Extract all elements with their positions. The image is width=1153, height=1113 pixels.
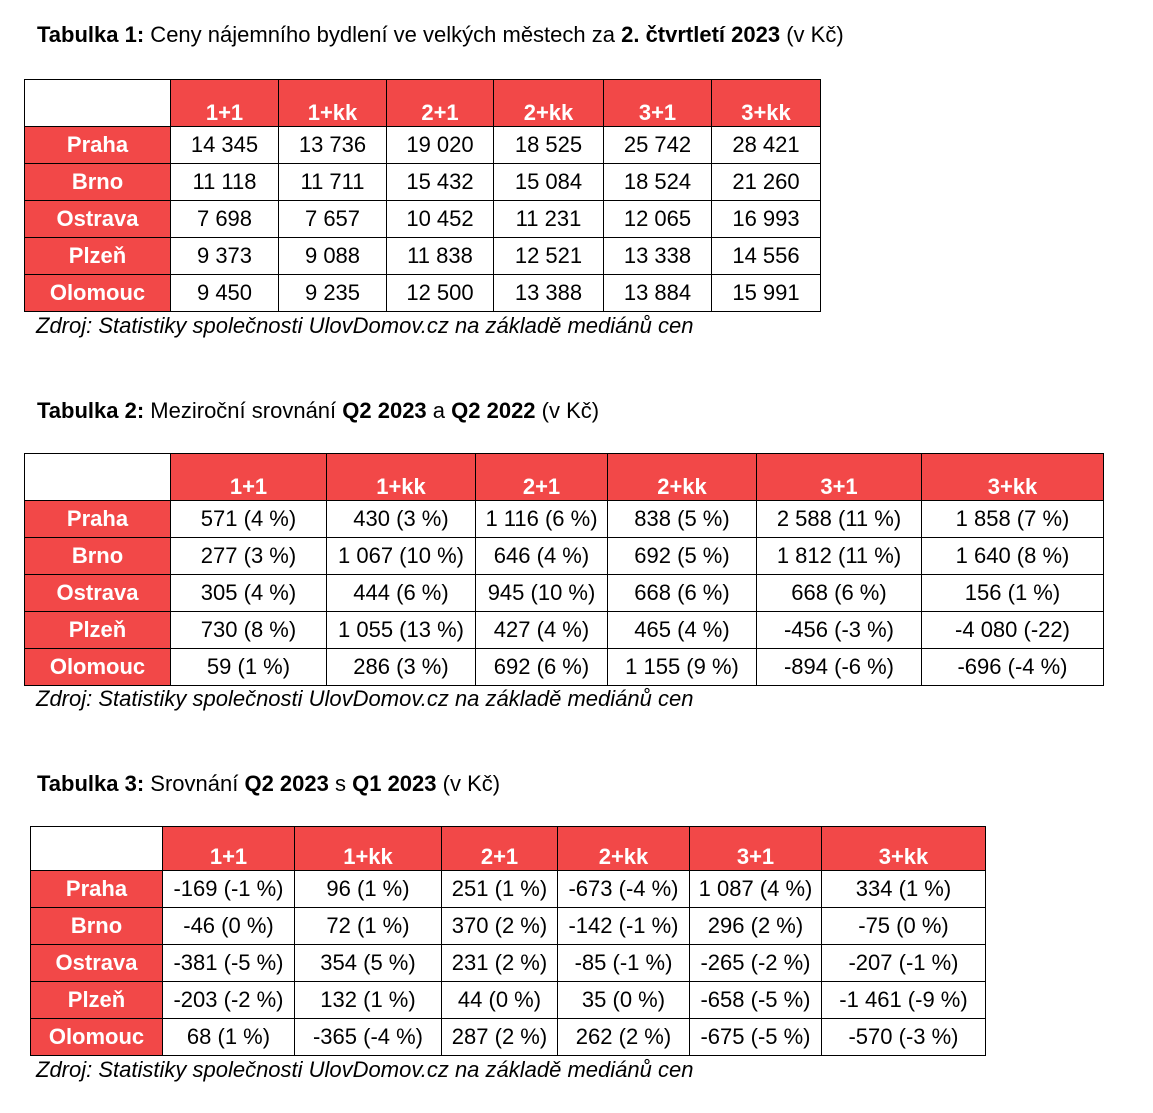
header-row bbox=[25, 454, 1104, 501]
table-cell: 1 812 (11 %) bbox=[757, 538, 922, 575]
column-header-1-plus-kk: 1+kk bbox=[327, 454, 476, 501]
table-row bbox=[31, 871, 986, 908]
table-cell: 35 (0 %) bbox=[558, 982, 690, 1019]
table1-caption-text: Ceny nájemního bydlení ve velkých městech za bbox=[144, 22, 622, 47]
table-cell: 1 640 (8 %) bbox=[922, 538, 1104, 575]
table3-caption-unit: (v Kč) bbox=[436, 771, 501, 796]
table-cell: 44 (0 %) bbox=[442, 982, 558, 1019]
table-cell: 277 (3 %) bbox=[171, 538, 327, 575]
row-header-ostrava: Ostrava bbox=[25, 201, 171, 238]
table-cell: -265 (-2 %) bbox=[690, 945, 822, 982]
table-cell: 334 (1 %) bbox=[822, 871, 986, 908]
column-header-1-plus-kk: 1+kk bbox=[295, 827, 442, 871]
table-row bbox=[31, 982, 986, 1019]
table1-caption-period: 2. čtvrtletí 2023 bbox=[621, 22, 781, 47]
table-row bbox=[25, 501, 1104, 538]
table2-caption-label: Tabulka 2: bbox=[37, 398, 145, 423]
table-cell: 13 736 bbox=[279, 127, 387, 164]
table3-caption-text: Srovnání bbox=[144, 771, 245, 796]
table-cell: 10 452 bbox=[387, 201, 494, 238]
table3 bbox=[30, 826, 986, 1056]
column-header-3-plus-1: 3+1 bbox=[690, 827, 822, 871]
table-cell: 9 088 bbox=[279, 238, 387, 275]
row-header-ostrava: Ostrava bbox=[31, 945, 163, 982]
table-cell: 132 (1 %) bbox=[295, 982, 442, 1019]
table-cell: 12 521 bbox=[494, 238, 604, 275]
column-header-1-plus-1: 1+1 bbox=[171, 454, 327, 501]
table-cell: 646 (4 %) bbox=[476, 538, 608, 575]
table-cell: 262 (2 %) bbox=[558, 1019, 690, 1056]
table-cell: 1 055 (13 %) bbox=[327, 612, 476, 649]
table-cell: -85 (-1 %) bbox=[558, 945, 690, 982]
table-cell: 370 (2 %) bbox=[442, 908, 558, 945]
table-cell: 1 116 (6 %) bbox=[476, 501, 608, 538]
corner-cell bbox=[31, 827, 163, 871]
row-header-praha: Praha bbox=[31, 871, 163, 908]
table2 bbox=[24, 453, 1104, 686]
corner-cell bbox=[25, 80, 171, 127]
row-header-olomouc: Olomouc bbox=[31, 1019, 163, 1056]
table-cell: -75 (0 %) bbox=[822, 908, 986, 945]
table-cell: 838 (5 %) bbox=[608, 501, 757, 538]
table3-caption-mid: s bbox=[328, 771, 353, 796]
row-header-plzen: Plzeň bbox=[25, 612, 171, 649]
column-header-3-plus-kk: 3+kk bbox=[712, 80, 821, 127]
table-cell: 13 338 bbox=[604, 238, 712, 275]
table-cell: -570 (-3 %) bbox=[822, 1019, 986, 1056]
table-cell: 21 260 bbox=[712, 164, 821, 201]
table-cell: 9 450 bbox=[171, 275, 279, 312]
table-cell: -365 (-4 %) bbox=[295, 1019, 442, 1056]
table-cell: 668 (6 %) bbox=[757, 575, 922, 612]
table3-caption-period2: Q1 2023 bbox=[352, 771, 437, 796]
column-header-2-plus-1: 2+1 bbox=[387, 80, 494, 127]
column-header-2-plus-kk: 2+kk bbox=[558, 827, 690, 871]
table-cell: -673 (-4 %) bbox=[558, 871, 690, 908]
table-cell: 156 (1 %) bbox=[922, 575, 1104, 612]
table-row bbox=[31, 1019, 986, 1056]
table2-source: Zdroj: Statistiky společnosti UlovDomov.cz na základě mediánů cen bbox=[36, 686, 694, 711]
table-cell: 72 (1 %) bbox=[295, 908, 442, 945]
table-cell: 19 020 bbox=[387, 127, 494, 164]
table-cell: 14 556 bbox=[712, 238, 821, 275]
table-cell: 15 084 bbox=[494, 164, 604, 201]
table3-source: Zdroj: Statistiky společnosti UlovDomov.cz na základě mediánů cen bbox=[36, 1057, 694, 1082]
column-header-3-plus-kk: 3+kk bbox=[922, 454, 1104, 501]
table1-source: Zdroj: Statistiky společnosti UlovDomov.cz na základě mediánů cen bbox=[36, 313, 694, 338]
table-cell: 68 (1 %) bbox=[163, 1019, 295, 1056]
table-row bbox=[25, 649, 1104, 686]
column-header-2-plus-kk: 2+kk bbox=[608, 454, 757, 501]
table-cell: 9 235 bbox=[279, 275, 387, 312]
table1-caption bbox=[37, 22, 844, 48]
table-row bbox=[25, 127, 821, 164]
row-header-praha: Praha bbox=[25, 127, 171, 164]
table-cell: 296 (2 %) bbox=[690, 908, 822, 945]
table-cell: 11 838 bbox=[387, 238, 494, 275]
table-cell: 11 711 bbox=[279, 164, 387, 201]
row-header-plzen: Plzeň bbox=[25, 238, 171, 275]
row-header-brno: Brno bbox=[25, 164, 171, 201]
table-row bbox=[31, 945, 986, 982]
table-cell: 59 (1 %) bbox=[171, 649, 327, 686]
table-cell: 730 (8 %) bbox=[171, 612, 327, 649]
table-cell: 13 884 bbox=[604, 275, 712, 312]
table-cell: 7 698 bbox=[171, 201, 279, 238]
table-cell: 18 524 bbox=[604, 164, 712, 201]
table-cell: -4 080 (-22) bbox=[922, 612, 1104, 649]
table-row bbox=[25, 164, 821, 201]
table-cell: 427 (4 %) bbox=[476, 612, 608, 649]
table-cell: 692 (6 %) bbox=[476, 649, 608, 686]
table-cell: 15 432 bbox=[387, 164, 494, 201]
table2-caption-unit: (v Kč) bbox=[535, 398, 600, 423]
table-row bbox=[25, 275, 821, 312]
table-cell: 9 373 bbox=[171, 238, 279, 275]
column-header-3-plus-1: 3+1 bbox=[757, 454, 922, 501]
table-row bbox=[25, 201, 821, 238]
column-header-2-plus-1: 2+1 bbox=[476, 454, 608, 501]
table-row bbox=[25, 612, 1104, 649]
column-header-1-plus-1: 1+1 bbox=[163, 827, 295, 871]
table-cell: 231 (2 %) bbox=[442, 945, 558, 982]
table2-caption-text: Meziroční srovnání bbox=[144, 398, 343, 423]
table3-caption bbox=[37, 771, 500, 797]
table-cell: -456 (-3 %) bbox=[757, 612, 922, 649]
table3-caption-period1: Q2 2023 bbox=[244, 771, 329, 796]
table-cell: -46 (0 %) bbox=[163, 908, 295, 945]
table-cell: 1 067 (10 %) bbox=[327, 538, 476, 575]
table-cell: 25 742 bbox=[604, 127, 712, 164]
table1 bbox=[24, 79, 821, 312]
row-header-plzen: Plzeň bbox=[31, 982, 163, 1019]
table-cell: 18 525 bbox=[494, 127, 604, 164]
table-cell: 945 (10 %) bbox=[476, 575, 608, 612]
table-cell: 430 (3 %) bbox=[327, 501, 476, 538]
corner-cell bbox=[25, 454, 171, 501]
table-cell: -203 (-2 %) bbox=[163, 982, 295, 1019]
table-cell: 305 (4 %) bbox=[171, 575, 327, 612]
table-row bbox=[31, 908, 986, 945]
table-cell: 571 (4 %) bbox=[171, 501, 327, 538]
table-cell: 444 (6 %) bbox=[327, 575, 476, 612]
table-cell: 11 231 bbox=[494, 201, 604, 238]
column-header-3-plus-kk: 3+kk bbox=[822, 827, 986, 871]
table-cell: -675 (-5 %) bbox=[690, 1019, 822, 1056]
table-cell: -696 (-4 %) bbox=[922, 649, 1104, 686]
table2-caption-period1: Q2 2023 bbox=[342, 398, 427, 423]
header-row bbox=[25, 80, 821, 127]
table-row bbox=[25, 575, 1104, 612]
table-cell: 15 991 bbox=[712, 275, 821, 312]
row-header-olomouc: Olomouc bbox=[25, 649, 171, 686]
table-cell: -381 (-5 %) bbox=[163, 945, 295, 982]
table-cell: 287 (2 %) bbox=[442, 1019, 558, 1056]
table-cell: 1 858 (7 %) bbox=[922, 501, 1104, 538]
table-cell: 12 065 bbox=[604, 201, 712, 238]
table-cell: -658 (-5 %) bbox=[690, 982, 822, 1019]
row-header-praha: Praha bbox=[25, 501, 171, 538]
column-header-2-plus-1: 2+1 bbox=[442, 827, 558, 871]
table-cell: 11 118 bbox=[171, 164, 279, 201]
table-cell: 251 (1 %) bbox=[442, 871, 558, 908]
table-cell: 286 (3 %) bbox=[327, 649, 476, 686]
table-cell: 2 588 (11 %) bbox=[757, 501, 922, 538]
table-cell: 692 (5 %) bbox=[608, 538, 757, 575]
table-cell: 668 (6 %) bbox=[608, 575, 757, 612]
row-header-brno: Brno bbox=[31, 908, 163, 945]
table-cell: 12 500 bbox=[387, 275, 494, 312]
table3-caption-label: Tabulka 3: bbox=[37, 771, 145, 796]
table-cell: 7 657 bbox=[279, 201, 387, 238]
row-header-olomouc: Olomouc bbox=[25, 275, 171, 312]
table-cell: 13 388 bbox=[494, 275, 604, 312]
table2-caption-period2: Q2 2022 bbox=[451, 398, 536, 423]
header-row bbox=[31, 827, 986, 871]
table-cell: -1 461 (-9 %) bbox=[822, 982, 986, 1019]
table-cell: 1 155 (9 %) bbox=[608, 649, 757, 686]
table-cell: 28 421 bbox=[712, 127, 821, 164]
table-row bbox=[25, 238, 821, 275]
table-cell: 14 345 bbox=[171, 127, 279, 164]
column-header-2-plus-kk: 2+kk bbox=[494, 80, 604, 127]
table1-caption-label: Tabulka 1: bbox=[37, 22, 145, 47]
table-cell: 465 (4 %) bbox=[608, 612, 757, 649]
table-cell: 1 087 (4 %) bbox=[690, 871, 822, 908]
table2-caption-mid: a bbox=[426, 398, 452, 423]
table-cell: -142 (-1 %) bbox=[558, 908, 690, 945]
row-header-brno: Brno bbox=[25, 538, 171, 575]
column-header-3-plus-1: 3+1 bbox=[604, 80, 712, 127]
table2-caption bbox=[37, 398, 599, 424]
table-cell: -169 (-1 %) bbox=[163, 871, 295, 908]
table-cell: -894 (-6 %) bbox=[757, 649, 922, 686]
table-cell: 16 993 bbox=[712, 201, 821, 238]
column-header-1-plus-1: 1+1 bbox=[171, 80, 279, 127]
table1-caption-unit: (v Kč) bbox=[780, 22, 844, 47]
column-header-1-plus-kk: 1+kk bbox=[279, 80, 387, 127]
table-cell: 354 (5 %) bbox=[295, 945, 442, 982]
table-row bbox=[25, 538, 1104, 575]
row-header-ostrava: Ostrava bbox=[25, 575, 171, 612]
table-cell: -207 (-1 %) bbox=[822, 945, 986, 982]
table-cell: 96 (1 %) bbox=[295, 871, 442, 908]
